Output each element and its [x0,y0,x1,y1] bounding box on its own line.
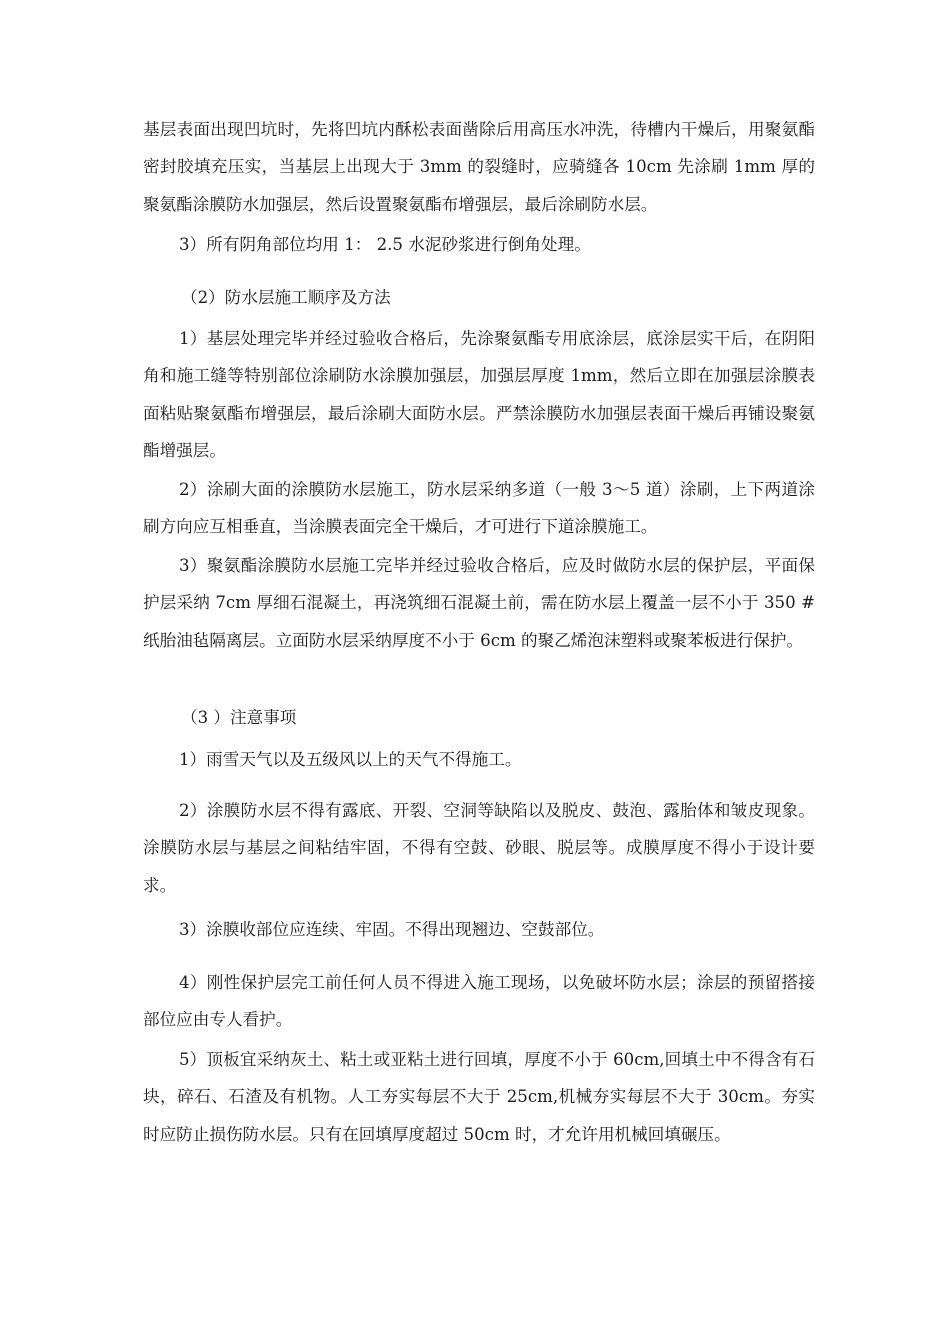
paragraph-precaution-2-defects: 2）涂膜防水层不得有露底、开裂、空洞等缺陷以及脱皮、鼓泡、露胎体和皱皮现象。涂膜防水层与基层之间粘结牢固，不得有空鼓、砂眼、脱层等。成膜厚度不得小于设计要求。 [143,801,815,895]
section-heading-sequence-method: （2）防水层施工顺序及方法 [181,288,391,307]
paragraph-step-2-coating: 2）涂刷大面的涂膜防水层施工，防水层采纳多道（一般 3〜5 道）涂刷，上下两道涂刷方向应互相垂直，当涂膜表面完全干燥后，才可进行下道涂膜施工。 [143,480,815,537]
paragraph-substrate-pits: 基层表面出现凹坑时，先将凹坑内酥松表面凿除后用高压水冲洗，待槽内干燥后，用聚氨酯密封胶填充压实，当基层上出现大于 3mm 的裂缝时，应骑缝各 10cm 先涂刷 1mm 厚的聚氨酯涂膜防水加强层，然后设置聚氨酯布增强层，最后涂刷防水层。 [143,120,815,214]
paragraph-precaution-5-backfill: 5）顶板宜采纳灰土、粘土或亚粘土进行回填，厚度不小于 60cm,回填土中不得含有石块，碎石、石渣及有机物。人工夯实每层不大于 25cm,机械夯实每层不大于 30cm。夯实时应防止损伤防水层。只有在回填厚度超过 50cm 时，才允许用机械回填碾压。 [143,1050,815,1144]
paragraph-precaution-4-protection-layer: 4）刚性保护层完工前任何人员不得进入施工现场，以免破坏防水层；涂层的预留搭接部位应由专人看护。 [143,973,815,1030]
paragraph-internal-corners: 3）所有阴角部位均用 1： 2.5 水泥砂浆进行倒角处理。 [179,235,591,254]
section-heading-precautions: （3 ）注意事项 [181,708,297,727]
paragraph-step-3-protection: 3）聚氨酯涂膜防水层施工完毕并经过验收合格后，应及时做防水层的保护层，平面保护层采纳 7cm 厚细石混凝土，再浇筑细石混凝土前，需在防水层上覆盖一层不小于 350 #纸胎油毡隔离层。立面防水层采纳厚度不小于 6cm 的聚乙烯泡沫塑料或聚苯板进行保护。 [143,556,815,650]
paragraph-step-1-primer: 1）基层处理完毕并经过验收合格后，先涂聚氨酯专用底涂层，底涂层实干后，在阴阳角和施工缝等特别部位涂刷防水涂膜加强层，加强层厚度 1mm，然后立即在加强层涂膜表面粘贴聚氨酯布增强层，最后涂刷大面防水层。严禁涂膜防水加强层表面干燥后再铺设聚氨酯增强层。 [143,329,815,461]
paragraph-precaution-1-weather: 1）雨雪天气以及五级风以上的天气不得施工。 [179,750,522,769]
paragraph-precaution-3-edges: 3）涂膜收部位应连续、牢固。不得出现翘边、空鼓部位。 [179,920,605,939]
